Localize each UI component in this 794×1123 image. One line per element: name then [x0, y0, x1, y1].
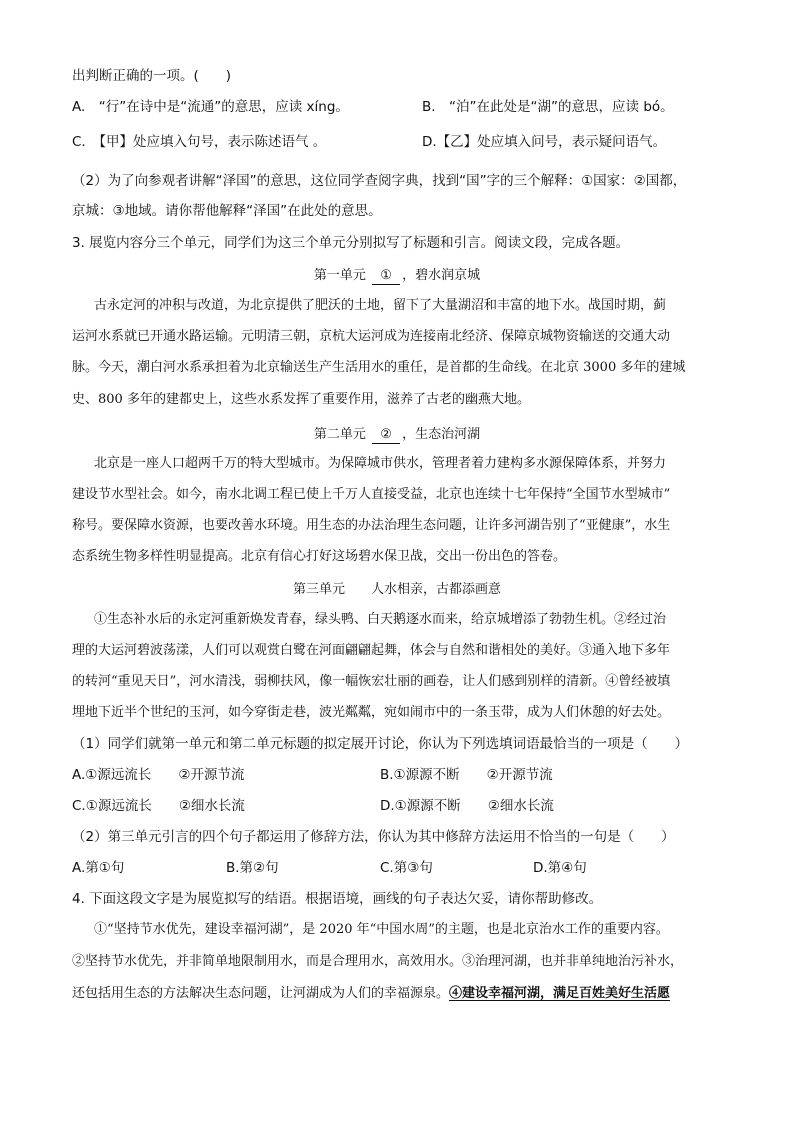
q3-sub2-option-c: C.第③句 [380, 860, 433, 876]
unit1-title [0, 264, 794, 285]
q4-text-line2: ②坚持节水优先，并非简单地限制用水，而是合理用水，高效用水。③治理河湖，也并非单纯地治污补水， [72, 954, 684, 969]
unit2-text-line: 北京是一座人口超两千万的特大型城市。为保障城市供水，管理者着力建构多水源保障体系，并努力 [94, 456, 667, 471]
unit2-title-post: ，生态治河湖 [402, 427, 481, 442]
q3-sub2-stem: （2）第三单元引言的四个句子都运用了修辞方法，你认为其中修辞方法运用不恰当的一句是（ ） [72, 829, 675, 845]
q3-sub2-option-d: D.第④句 [533, 860, 587, 876]
unit2-title [0, 423, 794, 444]
q2-option-d: D.【乙】处应填入问号，表示疑问语气。 [422, 134, 667, 150]
unit2-text-line: 称号。要保障水资源，也要改善水环境。用生态的办法治理生态问题，让许多河湖告别了“亚健康”，水生 [72, 518, 671, 533]
q3-sub1-option-d: D.①源源不断 ②细水长流 [380, 798, 554, 814]
unit2-blank: ② [372, 427, 400, 444]
q3-sub1-option-c: C.①源远流长 ②细水长流 [72, 798, 245, 814]
unit1-title-post: ，碧水润京城 [402, 268, 481, 283]
unit1-text-line: 脉。今天，潮白河水系承担着为北京输送生产生活用水的重任，是首都的生命线。在北京 3000 多年的建城 [72, 360, 686, 375]
unit3-text-line: 的转河“重见天日”，河水清浅，弱柳扶风，像一幅恢宏壮丽的画卷，让人们感到别样的清新。④曾经被填 [72, 674, 671, 689]
unit1-text-line: 史、800 多年的建都史上，这些水系发挥了重要作用，滋养了古老的幽燕大地。 [72, 392, 530, 407]
q3-sub1-stem: （1）同学们就第一单元和第二单元标题的拟定展开讨论，你认为下列选填词语最恰当的一项是（ ） [72, 736, 689, 752]
q3-sub2-option-a: A.第①句 [72, 860, 125, 876]
q2-sub2-line2: 京城：③地域。请你帮他解释“泽国”在此处的意思。 [72, 203, 382, 219]
q4-text-line3 [72, 984, 670, 1004]
unit3-text-line: 埋地下近半个世纪的玉河，如今穿街走巷，波光粼粼，宛如闹市中的一条玉带，成为人们休憩的好去处。 [72, 705, 671, 720]
unit3-title: 第三单元 人水相亲，古都添画意 [292, 582, 501, 597]
unit3-text-line: ①生态补水后的永定河重新焕发青春，绿头鸭、白天鹅逐水而来，给京城增添了勃勃生机。②经过治 [94, 612, 667, 627]
unit3-text-line: 理的大运河碧波荡漾，人们可以观赏白鹭在河面翩翩起舞，体会与自然和谐相处的美好。③通入地下多年 [72, 643, 671, 658]
unit1-title-pre: 第一单元 [313, 268, 366, 283]
q2-stem-tail: 出判断正确的一项。( ) [72, 68, 232, 84]
q3-sub1-option-b: B.①源源不断 ②开源节流 [380, 767, 553, 783]
q4-underlined-sentence: ④建设幸福河湖，满足百姓美好生活愿 [449, 986, 671, 1001]
unit2-title-pre: 第二单元 [313, 427, 366, 442]
unit1-blank: ① [372, 268, 400, 285]
q4-stem: 4. 下面这段文字是为展览拟写的结语。根据语境，画线的句子表达欠妥，请你帮助修改。 [72, 891, 603, 907]
q3-stem: 3. 展览内容分三个单元，同学们为这三个单元分别拟写了标题和引言。阅读文段，完成各题。 [72, 235, 630, 251]
q4-text-line1: ①“坚持节水优先，建设幸福河湖”，是 2020 年“中国水周”的主题，也是北京治水工作的重要内容。 [94, 922, 669, 937]
unit2-text-line: 建设节水型社会。如今，南水北调工程已使上千万人直接受益，北京也连续十七年保持“全国节水型城市” [72, 487, 671, 502]
unit1-text-line: 古永定河的冲积与改道，为北京提供了肥沃的土地，留下了大量湖沼和丰富的地下水。战国时期，蓟 [94, 298, 667, 313]
q2-sub2-line1: （2）为了向参观者讲解“泽国”的意思，这位同学查阅字典，找到“国”字的三个解释：①国家：②国都， [72, 173, 687, 189]
q2-option-c: C. 【甲】处应填入句号，表示陈述语气 。 [72, 134, 327, 150]
q2-option-a: A. “行”在诗中是“流通”的意思，应读 xíng。 [72, 99, 349, 115]
q3-sub2-option-b: B.第②句 [226, 860, 279, 876]
q3-sub1-option-a: A.①源远流长 ②开源节流 [72, 767, 245, 783]
unit1-text-line: 运河水系就已开通水路运输。元明清三朝，京杭大运河成为连接南北经济、保障京城物资输送的交通大动 [72, 329, 671, 344]
unit2-text-line: 态系统生物多样性明显提高。北京有信心打好这场碧水保卫战，交出一份出色的答卷。 [72, 549, 567, 564]
q2-option-b: B. “泊”在此处是“湖”的意思，应读 bó。 [422, 99, 674, 115]
q4-text-line3-plain: 还包括用生态的方法解决生态问题，让河湖成为人们的幸福源泉。 [72, 986, 450, 1001]
